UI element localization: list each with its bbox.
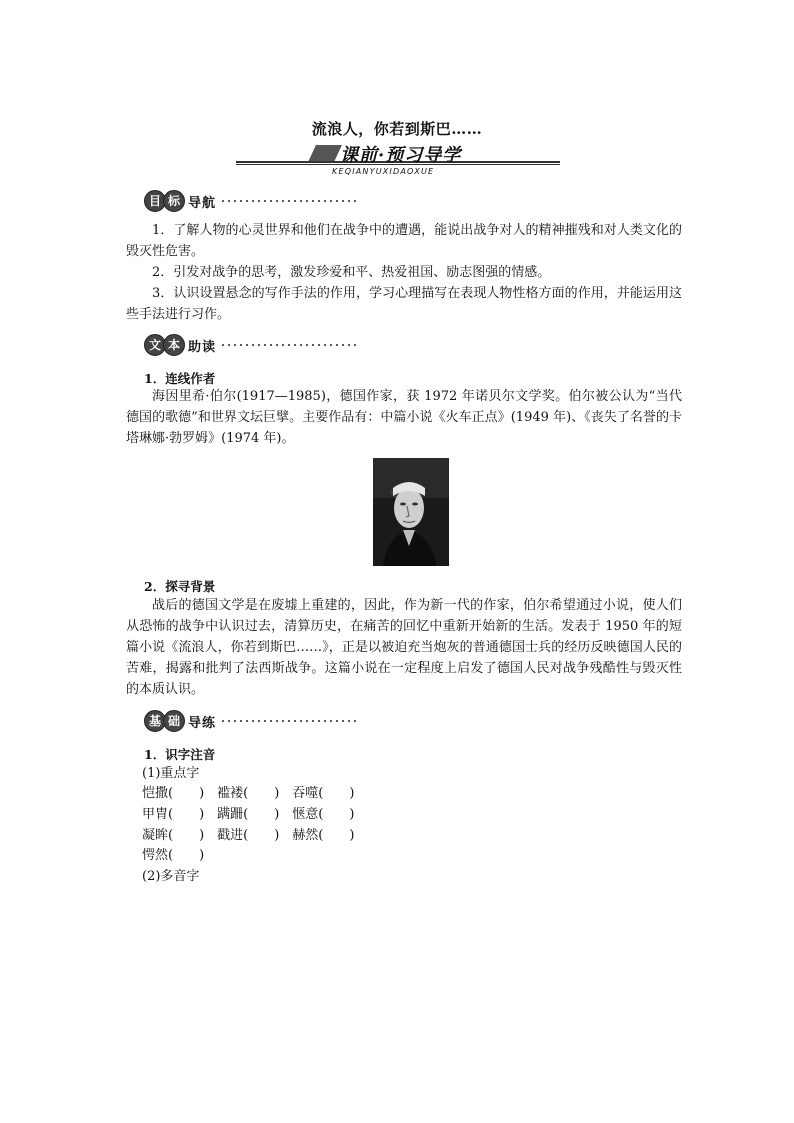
goal-3: 3．认识设置悬念的写作手法的作用，学习心理描写在表现人物性格方面的作用，并能运用这些手法进行习作。 xyxy=(126,286,682,322)
badge-char: 标 xyxy=(163,190,185,212)
page-title: 流浪人，你若到斯巴…… xyxy=(311,120,483,138)
banner-subtitle: KEQIANYUXIDAOXUE xyxy=(332,167,435,176)
exercise-row: 愕然( ) xyxy=(142,848,205,863)
portrait-image xyxy=(373,458,449,566)
badge-char: 目 xyxy=(144,190,166,212)
goal-2: 2．引发对战争的思考，激发珍爱和平、热爱祖国、励志图强的情感。 xyxy=(152,265,551,280)
section-banner xyxy=(236,141,560,177)
banner-title: 课前·预习导学 xyxy=(340,145,462,166)
badge-char: 基 xyxy=(144,710,166,732)
goal-1: 1．了解人物的心灵世界和他们在战争中的遭遇，能说出战争对人的精神摧残和对人类文化的毁灭性危害。 xyxy=(126,223,682,259)
dotted-rule xyxy=(220,342,360,348)
section-heading-reading xyxy=(144,334,360,356)
exercise-row: 恺撒( ) 褴褛( ) 吞噬( ) xyxy=(142,786,355,801)
subheading-key-chars: (1)重点字 xyxy=(142,766,200,781)
exercise-row: 甲胄( ) 蹒跚( ) 惬意( ) xyxy=(142,807,355,822)
section-heading-text: 助读 xyxy=(188,339,217,355)
banner-decoration xyxy=(308,145,342,162)
author-photo xyxy=(373,458,449,566)
dotted-rule xyxy=(220,718,360,724)
subheading-polyphones: (2)多音字 xyxy=(142,869,200,884)
badge-char: 础 xyxy=(163,710,185,732)
section-heading-text: 导练 xyxy=(188,715,217,731)
section-heading-goals xyxy=(144,190,360,212)
section-heading-practice xyxy=(144,710,360,732)
exercise-row: 凝眸( ) 戳进( ) 赫然( ) xyxy=(142,828,355,843)
badge-char: 文 xyxy=(144,334,166,356)
author-paragraph: 海因里希·伯尔(1917—1985)，德国作家，获 1972 年诺贝尔文学奖。伯尔被公认为“当代德国的歌德”和世界文坛巨擘。主要作品有：中篇小说《火车正点》(1949 年)、《丧失了名誉的卡塔琳娜·勃罗姆》(1974 年)。 xyxy=(126,389,682,446)
background-paragraph: 战后的德国文学是在废墟上重建的，因此，作为新一代的作家，伯尔希望通过小说，使人们从恐怖的战争中认识过去，清算历史，在痛苦的回忆中重新开始新的生活。发表于 1950 年的短篇小说《流浪人，你若到斯巴……》，正是以被迫充当炮灰的普通德国士兵的经历反映德国人民的苦难，揭露和批判了法西斯战争。这篇小说在一定程度上启发了德国人民对战争残酷性与毁灭性的本质认识。 xyxy=(126,598,682,697)
dotted-rule xyxy=(220,198,360,204)
subheading-background: 2．探寻背景 xyxy=(144,579,216,594)
subheading-pronunciation: 1．识字注音 xyxy=(144,747,216,762)
section-heading-text: 导航 xyxy=(188,195,217,211)
subheading-author: 1．连线作者 xyxy=(144,371,216,386)
badge-char: 本 xyxy=(163,334,185,356)
